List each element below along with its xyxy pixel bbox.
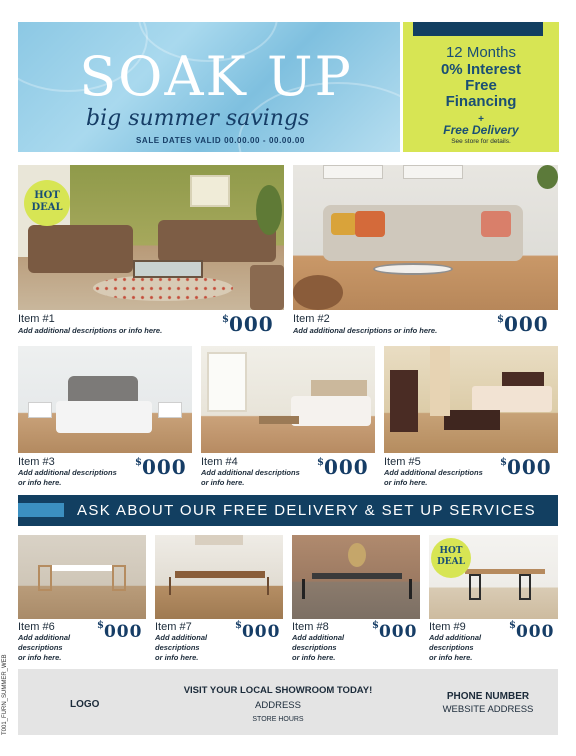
coffee-table <box>373 263 453 275</box>
item-6-desc: Add additional descriptions or info here. <box>18 633 71 662</box>
pillow <box>355 211 385 237</box>
pillow <box>481 211 511 237</box>
chairs <box>169 577 269 595</box>
promo-line-1: 0% Interest <box>440 61 522 78</box>
badge-line-2: DEAL <box>31 202 63 213</box>
chair <box>112 565 126 591</box>
item-9-price: $000 <box>509 620 555 642</box>
plant <box>348 543 366 567</box>
wall-frame <box>323 165 383 179</box>
item-3-price: $000 <box>135 455 187 479</box>
item-4-name: Item #4 <box>201 456 238 468</box>
nightstand <box>158 402 182 418</box>
bench <box>259 416 299 424</box>
item-4-desc: Add additional descriptions or info here. <box>201 468 300 487</box>
item-4-price: $000 <box>317 455 369 479</box>
store-footer <box>18 669 558 735</box>
item-8-price: $000 <box>372 620 418 642</box>
armchair <box>250 265 284 310</box>
sale-dates: SALE DATES VALID 00.00.00 - 00.00.00 <box>136 136 305 145</box>
chair <box>469 574 481 600</box>
item-2-desc: Add additional descriptions or info here. <box>293 326 438 335</box>
wall-frame <box>403 165 463 179</box>
promo-financing-text <box>403 62 559 110</box>
banner-accent-bar <box>18 503 64 517</box>
item-3-desc: Add additional descriptions or info here. <box>18 468 117 487</box>
promo-line-2: Free <box>465 77 497 94</box>
item-1-desc: Add additional descriptions or info here. <box>18 326 163 335</box>
visit-showroom-text: VISIT YOUR LOCAL SHOWROOM TODAY! <box>183 685 373 696</box>
plant <box>256 185 282 235</box>
bed <box>291 396 371 426</box>
dining-table <box>52 565 112 571</box>
rug <box>93 275 233 301</box>
item-7-name: Item #7 <box>155 621 192 633</box>
pillow <box>331 213 357 235</box>
coffee-table <box>133 260 203 278</box>
hot-deal-badge <box>24 180 70 226</box>
dining-photo-7 <box>155 535 283 619</box>
pendant-light <box>195 535 243 545</box>
item-5-price: $000 <box>500 455 552 479</box>
dresser <box>390 370 418 432</box>
item-8-name: Item #8 <box>292 621 329 633</box>
plant <box>537 165 558 189</box>
promo-months: 12 Months <box>445 44 517 61</box>
bedroom-photo-3 <box>18 346 192 453</box>
window <box>207 352 247 412</box>
item-1-price: $000 <box>222 312 274 336</box>
promo-free-delivery: Free Delivery <box>443 123 519 137</box>
living-room-photo-2 <box>293 165 558 310</box>
bench <box>444 410 500 430</box>
phone-number: PHONE NUMBER <box>446 691 530 702</box>
bedroom-photo-4 <box>201 346 375 453</box>
item-6-name: Item #6 <box>18 621 55 633</box>
chair <box>38 565 52 591</box>
nightstand <box>28 402 52 418</box>
dining-photo-8 <box>292 535 420 619</box>
chair <box>519 574 531 600</box>
item-5-name: Item #5 <box>384 456 421 468</box>
website-address: WEBSITE ADDRESS <box>442 704 534 715</box>
template-code: T001_FURN_SUMMER_WEB <box>2 654 8 735</box>
promo-note: See store for details. <box>451 138 511 145</box>
side-table <box>293 275 343 310</box>
item-9-name: Item #9 <box>429 621 466 633</box>
item-7-price: $000 <box>235 620 281 642</box>
hero-banner <box>18 22 400 152</box>
item-2-name: Item #2 <box>293 313 330 325</box>
item-8-desc: Add additional descriptions or info here. <box>292 633 345 662</box>
promo-line-3: Financing <box>445 93 517 110</box>
sofa <box>28 225 133 273</box>
delivery-banner <box>18 495 558 526</box>
item-5-desc: Add additional descriptions or info here. <box>384 468 483 487</box>
item-9-desc: Add additional descriptions or info here. <box>429 633 482 662</box>
store-hours: STORE HOURS <box>252 716 304 723</box>
item-7-desc: Add additional descriptions or info here. <box>155 633 208 662</box>
dining-photo-6 <box>18 535 146 619</box>
item-3-name: Item #3 <box>18 456 55 468</box>
bed <box>472 386 552 412</box>
item-2-price: $000 <box>497 312 549 336</box>
hot-deal-badge <box>431 538 471 578</box>
logo-placeholder: LOGO <box>70 699 100 710</box>
curtain <box>430 346 450 416</box>
bed <box>56 401 152 433</box>
store-address: ADDRESS <box>255 700 301 711</box>
financing-promo <box>403 22 559 152</box>
badge-line-1: HOT <box>34 190 60 201</box>
badge-line-1: HOT <box>439 546 463 556</box>
item-1-name: Item #1 <box>18 313 55 325</box>
item-6-price: $000 <box>97 620 143 642</box>
promo-top-bar <box>413 22 543 36</box>
chairs <box>302 579 412 599</box>
bedroom-photo-5 <box>384 346 558 453</box>
badge-line-2: DEAL <box>437 557 465 567</box>
promo-plus: + <box>478 114 484 125</box>
hero-title: SOAK UP <box>79 45 353 108</box>
wall-art <box>190 175 230 207</box>
hero-subtitle: big summer savings <box>86 106 310 131</box>
banner-text: ASK ABOUT OUR FREE DELIVERY & SET UP SERVICES <box>77 502 536 519</box>
